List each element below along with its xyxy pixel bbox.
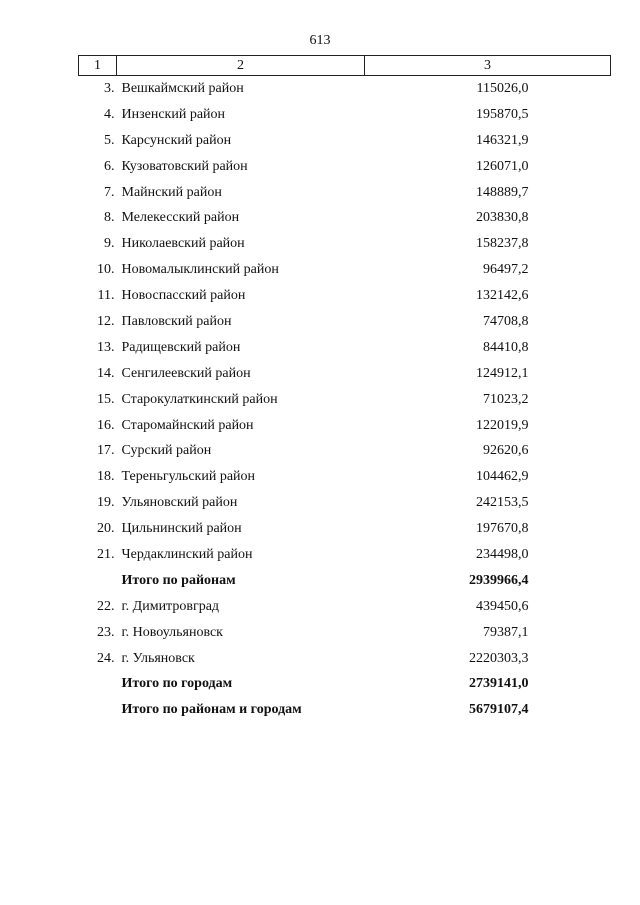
table-row [79, 231, 611, 257]
row-value: 148889,7 [476, 184, 529, 200]
table-header [79, 56, 611, 76]
row-name: Сенгилеевский район [121, 365, 251, 381]
row-number: 22. [97, 598, 115, 614]
row-value: 242153,5 [476, 495, 529, 511]
row-number: 17. [97, 443, 115, 459]
row-value: 115026,0 [476, 80, 529, 96]
row-name: г. Ульяновск [121, 650, 195, 666]
row-name: Ульяновский район [121, 495, 238, 511]
row-number: 3. [104, 80, 115, 96]
row-number: 13. [97, 339, 115, 355]
row-value: 104462,9 [476, 469, 529, 485]
row-name: Павловский район [121, 313, 232, 329]
row-name: Радищевский район [121, 339, 241, 355]
row-number: 10. [97, 262, 115, 278]
row-name: г. Новоульяновск [121, 624, 223, 640]
table-row [79, 516, 611, 542]
table-row [79, 76, 611, 102]
row-name: Старомайнский район [121, 417, 254, 433]
row-name: Старокулаткинский район [121, 391, 278, 407]
row-name: Кузоватовский район [121, 158, 248, 174]
row-name: Итого по районам [121, 572, 236, 588]
row-number: 14. [97, 365, 115, 381]
table-row [79, 490, 611, 516]
row-value: 122019,9 [476, 417, 529, 433]
row-number: 24. [97, 650, 115, 666]
row-value: 439450,6 [476, 598, 529, 614]
row-name: Николаевский район [121, 236, 245, 252]
row-number: 21. [97, 546, 115, 562]
total-row [79, 568, 611, 594]
table-row [79, 594, 611, 620]
table-row [79, 413, 611, 439]
row-number: 9. [104, 236, 115, 252]
row-value: 158237,8 [476, 236, 529, 252]
row-name: Вешкаймский район [121, 80, 244, 96]
table-row [79, 620, 611, 646]
row-number: 11. [97, 288, 115, 304]
row-value: 84410,8 [483, 339, 529, 355]
table-row [79, 387, 611, 413]
table-row [79, 464, 611, 490]
table-row [79, 646, 611, 672]
row-number [79, 697, 117, 723]
header-col-2: 2 [117, 56, 365, 76]
row-name: Карсунский район [121, 132, 232, 148]
row-value: 146321,9 [476, 132, 529, 148]
row-number: 15. [97, 391, 115, 407]
table-row [79, 361, 611, 387]
table-row [79, 438, 611, 464]
page-number: 613 [309, 33, 331, 48]
total-row [79, 671, 611, 697]
table-row [79, 180, 611, 206]
row-number: 7. [104, 184, 115, 200]
row-value: 195870,5 [476, 106, 529, 122]
row-value: 71023,2 [483, 391, 529, 407]
row-value: 79387,1 [483, 624, 529, 640]
table-row [79, 102, 611, 128]
row-name: Итого по городам [121, 676, 233, 692]
row-number: 20. [97, 521, 115, 537]
table-row [79, 309, 611, 335]
row-number: 16. [97, 417, 115, 433]
row-number: 19. [97, 495, 115, 511]
header-col-1: 1 [79, 56, 117, 76]
row-number: 18. [97, 469, 115, 485]
row-value: 92620,6 [483, 443, 529, 459]
row-number: 5. [104, 132, 115, 148]
row-name: г. Димитровград [121, 598, 220, 614]
row-value: 96497,2 [483, 262, 529, 278]
row-value: 197670,8 [476, 521, 529, 537]
table-row [79, 154, 611, 180]
row-number: 4. [104, 106, 115, 122]
row-value: 74708,8 [483, 313, 529, 329]
row-number [79, 568, 117, 594]
table-row [79, 128, 611, 154]
row-name: Новоспасский район [121, 288, 246, 304]
row-value: 2739141,0 [469, 676, 529, 692]
row-name: Сурский район [121, 443, 212, 459]
table-row [79, 542, 611, 568]
row-value: 2939966,4 [469, 572, 529, 588]
row-number [79, 671, 117, 697]
table-body [79, 76, 611, 724]
total-row [79, 697, 611, 723]
row-name: Итого по районам и городам [121, 702, 302, 718]
row-name: Чердаклинский район [121, 546, 253, 562]
row-number: 12. [97, 313, 115, 329]
row-number: 6. [104, 158, 115, 174]
table-row [79, 335, 611, 361]
row-value: 203830,8 [476, 210, 529, 226]
row-value: 5679107,4 [469, 702, 529, 718]
row-name: Инзенский район [121, 106, 226, 122]
row-number: 23. [97, 624, 115, 640]
row-name: Новомалыклинский район [121, 262, 279, 278]
header-col-3: 3 [365, 56, 611, 76]
row-value: 2220303,3 [469, 650, 529, 666]
row-name: Майнский район [121, 184, 222, 200]
row-name: Тереньгульский район [121, 469, 256, 485]
row-name: Мелекесский район [121, 210, 240, 226]
row-value: 234498,0 [476, 546, 529, 562]
row-value: 124912,1 [476, 365, 529, 381]
row-name: Цильнинский район [121, 521, 242, 537]
row-value: 132142,6 [476, 288, 529, 304]
data-table [78, 55, 611, 723]
table-row [79, 283, 611, 309]
row-value: 126071,0 [476, 158, 529, 174]
table-row [79, 205, 611, 231]
row-number: 8. [104, 210, 115, 226]
table-row [79, 257, 611, 283]
